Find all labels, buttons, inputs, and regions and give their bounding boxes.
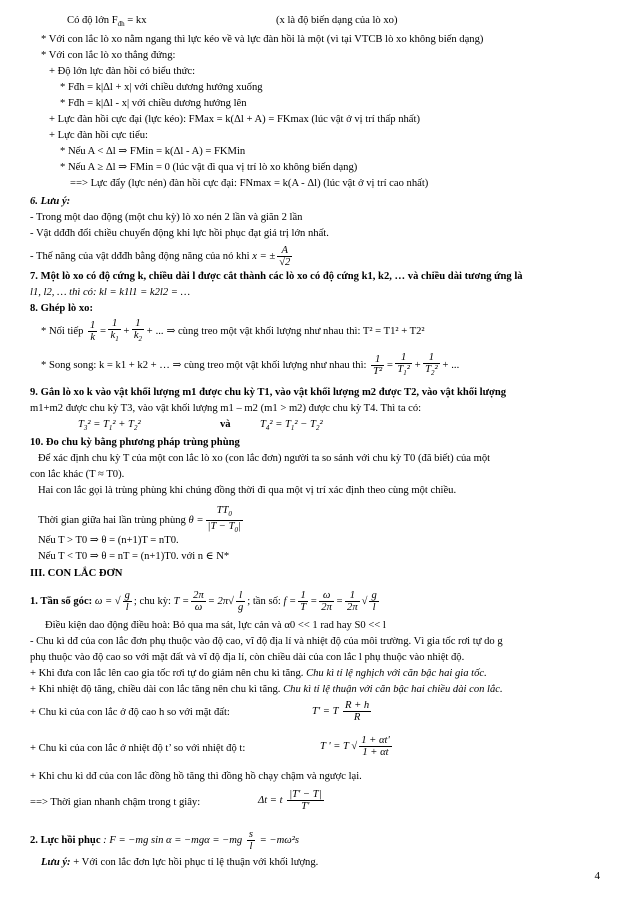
text-line: + Độ lớn lực đàn hồi có biểu thức: xyxy=(49,66,196,77)
text-line: phụ thuộc vào độ cao so với mặt đất và vĩ độ địa lí, còn chiều dài của con lắc l phụ thuộc vào nhiệt độ. xyxy=(30,652,465,663)
section-heading: III. CON LẮC ĐƠN xyxy=(30,568,123,579)
text-line: - Chu kì dđ của con lắc đơn phụ thuộc vào độ cao, vĩ độ địa lí và nhiệt độ của môi trường. Vì gia tốc rơi tự do g xyxy=(30,636,503,647)
text-line: - Vật dđđh đổi chiều chuyển động khi lực hồi phục đạt giá trị lớn nhất. xyxy=(30,228,329,239)
text-line: Thời gian giữa hai lần trùng phùng θ = $\frac{TT_0}{|T - T_0|}$ xyxy=(38,505,241,535)
text-line: Nếu T > T0 ⇒ θ = (n+1)T = nT0. xyxy=(38,535,179,546)
text-line: + Khi nhiệt độ tăng, chiều dài con lắc tăng nên chu kì tăng. Chu kì tỉ lệ thuận với căn bậc hai chiều dài con lắc. xyxy=(30,684,503,695)
text-line: - Thế năng của vật dđđh bằng động năng của nó khi x = ± $\frac{A}{√2}$ xyxy=(30,245,291,268)
text-line: m1+m2 được chu kỳ T3, vào vật khối lượng m1 – m2 (m1 > m2) được chu kỳ T4. Thì ta có: xyxy=(30,403,422,414)
text-line: + Lực đàn hồi cực đại (lực kéo): FMax = k(Δl + A) = FKmax (lúc vật ở vị trí thấp nhất) xyxy=(49,114,420,125)
text-line: ==> Lực đẩy (lực nén) đàn hồi cực đại: FNmax = k(A - Δl) (lúc vật ở vị trí cao nhất) xyxy=(70,178,429,189)
text-line: Hai con lắc gọi là trùng phùng khi chúng đồng thời đi qua một vị trí xác định theo cùng một chiều. xyxy=(38,485,457,496)
text-line: + Lực đàn hồi cực tiểu: xyxy=(49,130,148,141)
text-line: + Khi chu kì dđ của con lắc đồng hồ tăng thì đồng hồ chạy chậm và ngược lại. xyxy=(30,771,362,782)
text-line: Nếu T < T0 ⇒ θ = nT = (n+1)T0. với n ∈ N* xyxy=(38,551,230,562)
formula-time-diff: Δt = t $\frac{|T' - T|}{T'}$ xyxy=(258,789,322,812)
text-line: Có độ lớn $F_{đh}$ = kx xyxy=(67,15,147,29)
text-line: * Nối tiếp $\frac{1}{k}$ = $\frac{1}{k_1}$ + $\frac{1}{k_2}$ + ... ⇒ cùng treo một vật khối lượng như nhau thì: T² = T1² + T2² xyxy=(41,318,425,344)
section-heading: 10. Đo chu kỳ bằng phương pháp trùng phùng xyxy=(30,437,240,448)
text-line: * Fđh = k|Δl - x| với chiều dương hướng lên xyxy=(60,98,247,109)
text-line: + Chu kì của con lắc ở nhiệt độ t’ so với nhiệt độ t: xyxy=(30,743,246,754)
text-line: * Song song: k = k1 + k2 + … ⇒ cùng treo một vật khối lượng như nhau thì: $\frac{1}{\text{T²}}$ = $\frac{1}{T_1^2}$ + $\frac{1}{T_2^2}$ + ... xyxy=(41,352,460,378)
text-line: + Chu kì của con lắc ở độ cao h so với mặt đất: xyxy=(30,707,230,718)
formula-t3: $T_3^2 = T_1^2 + T_2^2$ xyxy=(78,419,141,433)
text-line: Để xác định chu kỳ T của một con lắc lò xo (con lắc đơn) người ta so sánh với chu kỳ T0 (đã biết) của một xyxy=(38,453,491,464)
text-line: và xyxy=(220,419,231,430)
text-line: * Nếu A ≥ Δl ⇒ FMin = 0 (lúc vật đi qua vị trí lò xo không biến dạng) xyxy=(60,162,358,173)
text-line: con lắc khác (T ≈ T0). xyxy=(30,469,125,480)
page-number: 4 xyxy=(594,870,600,882)
text-line: * Với con lắc lò xo nằm ngang thì lực kéo về và lực đàn hồi là một (vì tại VTCB lò xo không biến dạng) xyxy=(41,34,484,45)
text-line: l1, l2, … thì có: kl = k1l1 = k2l2 = … xyxy=(30,287,191,298)
formula-temperature: T ' = T √ $\frac{1 + \alpha t'}{1 + \alpha t}$ xyxy=(320,735,390,758)
text-line: 7. Một lò xo có độ cứng k, chiều dài l được cắt thành các lò xo có độ cứng k1, k2, … và chiều dài tương ứng là xyxy=(30,271,523,282)
text-line: Lưu ý: + Với con lắc đơn lực hồi phục tỉ lệ thuận với khối lượng. xyxy=(41,857,319,868)
text-line: - Trong một dao động (một chu kỳ) lò xo nén 2 lần và giãn 2 lần xyxy=(30,212,303,223)
section-heading: 8. Ghép lò xo: xyxy=(30,303,93,314)
text-line: Điều kiện dao động điều hoà: Bỏ qua ma sát, lực cản và α0 << 1 rad hay S0 << l xyxy=(45,620,386,631)
text-line: 2. Lực hồi phục : F = −mg sin α = −mgα = −mg $\frac{s}{l}$ = −mω²s xyxy=(30,829,300,852)
text-line: * Với con lắc lò xo thẳng đứng: xyxy=(41,50,176,61)
text-line: ==> Thời gian nhanh chậm trong t giây: xyxy=(30,797,201,808)
text-line: * Fđh = k|Δl + x| với chiều dương hướng xuống xyxy=(60,82,263,93)
text-line: (x là độ biến dạng của lò xo) xyxy=(276,15,398,26)
text-line: + Khi đưa con lắc lên cao gia tốc rơi tự do giảm nên chu kì tăng. Chu kì tỉ lệ nghịch với căn bậc hai gia tốc. xyxy=(30,668,487,679)
formula-height: T' = T $\frac{R + h}{R}$ xyxy=(312,700,370,723)
section-heading: 6. Lưu ý: xyxy=(30,196,71,207)
text-line: * Nếu A < Δl ⇒ FMin = k(Δl - A) = FKMin xyxy=(60,146,246,157)
text-line: 1. Tần số góc: ω = √ $\frac{g}{l}$ ; chu kỳ: T = $\frac{2\pi}{\omega}$ = 2π√ $\frac{l}{g}$ ; tần số: f = $\frac{1}{T}$ = $\frac{\omega}{2\pi}$ = $\frac{1}{2\pi}$ √ $\frac{g}{l}$ xyxy=(30,590,377,613)
text-line: 9. Gắn lò xo k vào vật khối lượng m1 được chu kỳ T1, vào vật khối lượng m2 được T2, vào vật khối lượng xyxy=(30,387,507,398)
formula-t4: $T_4^2 = T_1^2 - T_2^2$ xyxy=(260,419,323,433)
